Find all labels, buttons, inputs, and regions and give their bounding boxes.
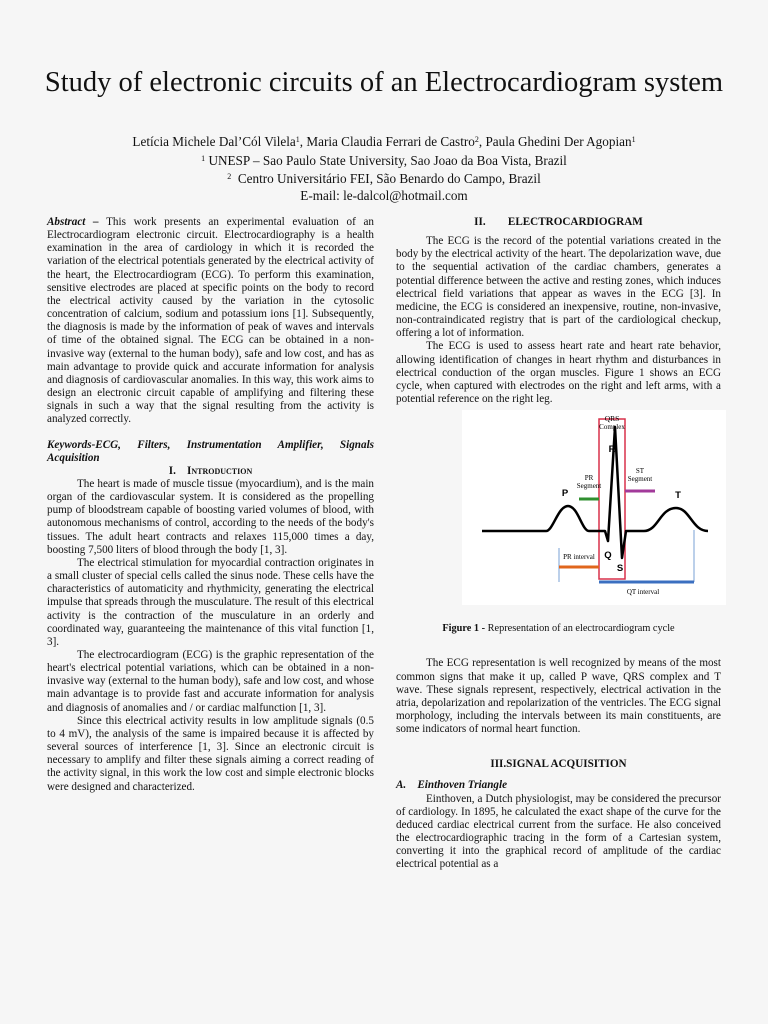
author-name: Letícia Michele Dal’Cól Vilela (132, 134, 296, 149)
body-paragraph: The electrocardiogram (ECG) is the graphic representation of the heart's electrical potential variations, which can be obtained in a non-invasive way (external to the human body), safe and low cost, and whose main advantage is to provide fast and accurate information for analysis and diagnosis of anomalies and / or cardiac malfunction [1, 3]. (47, 649, 374, 714)
abstract-paragraph (47, 216, 374, 427)
body-paragraph: The heart is made of muscle tissue (myocardium), and is the main organ of the cardiovascular system. It is considered as the propelling pump of bloodstream capable of boosting varied volumes of blood, with autonomous mechanisms of control, according to the needs of the body's tissues. The adult heart contracts and relaxes 115,000 times a day, boosting 7,500 liters of blood through the body [1, 3]. (47, 477, 374, 556)
paper-title: Study of electronic circuits of an Electrocardiogram system (44, 67, 724, 98)
s-wave-label: S (616, 563, 624, 575)
author-name: Maria Claudia Ferrari de Castro (306, 134, 475, 149)
author-affiliation-mark: 2 (474, 135, 479, 144)
body-paragraph: The ECG is used to assess heart rate and heart rate behavior, allowing identification of changes in heart rhythm and disturbances in electrical conduction of the organ muscles. Figure 1 shows an ECG cycle, when captured with electrodes on the right and left arms, with a potential reference on the right leg. (396, 340, 721, 406)
subsection-heading-einthoven: A. Einthoven Triangle (396, 779, 508, 792)
body-paragraph: The ECG representation is well recognized by means of the most common signs that make it up, called P wave, QRS complex and T wave. These signals represent, respectively, electrical activation in the atria, depolarization and repolarization of the ventricles. The ECG signal morphology, including the intervals between its main constituents, are some indicators of normal heart function. (396, 657, 721, 736)
pr-interval-label: PR interval (563, 553, 595, 562)
qrs-label: Complex (599, 423, 625, 432)
author-block (30, 132, 738, 204)
ecg-diagram (462, 410, 726, 605)
qt-interval-label: QT interval (626, 588, 660, 597)
body-paragraph: Since this electrical activity results in low amplitude signals (0.5 to 4 mV), the analysis of the same is impaired because it is affected by several sources of interference [1, 3]. Since an electronic circuit is necessary to amplify and filter these signals aiming a correct reading of the activity signal, in this work the low cost and simple electronic blocks were designed and characterized. (47, 714, 374, 793)
t-wave-label: T (675, 490, 681, 502)
author-name: Paula Ghedini Der Agopian (485, 134, 632, 149)
ecg-trace-line (482, 427, 708, 558)
keywords: Keywords-ECG, Filters, Instrumentation Amplifier, Signals Acquisition (47, 438, 374, 464)
body-paragraph: The electrical stimulation for myocardial contraction originates in a small cluster of special cells called the sinus node. These cells have the characteristics of automaticity and rhythmicity, generating the electrical impulse that spreads through the musculature. The result of this electrical activity is the contraction of the musculature in an orderly and coordinated way, guaranteeing the maintenance of this vital function [1, 3]. (47, 556, 374, 648)
st-segment-label: ST (635, 467, 645, 476)
author-affiliation-mark: 1 (631, 135, 636, 144)
affiliation-line: $^2$ Centro Universitário FEI, São Benardo do Campo, Brazil (227, 171, 541, 186)
st-segment-label: Segment (627, 475, 653, 484)
author-list: Letícia Michele Dal’Cól Vilela$^1$, Maria Claudia Ferrari de Castro$^2$, Paula Ghedini Der Agopian$^1$ (132, 134, 636, 149)
section-heading-introduction: I. Introduction (168, 464, 253, 477)
pr-segment-label: PR (584, 474, 594, 483)
ecg-figure (462, 410, 726, 605)
qrs-label: QRS (604, 414, 620, 424)
affiliation-line: $^1$ UNESP – Sao Paulo State University, Sao Joao da Boa Vista, Brazil (201, 152, 567, 168)
figure-caption: Figure 1 - Representation of an electrocardiogram cycle (442, 623, 675, 635)
section-heading-electrocardiogram: II. ELECTROCARDIOGRAM (474, 216, 643, 228)
pr-segment-label: Segment (576, 482, 602, 491)
body-paragraph: Einthoven, a Dutch physiologist, may be considered the precursor of cardiology. In 1895, he calculated the exact shape of the curve for the deduced cardiac electrical current from the surface. He also conceived the electrocardiographic tracing in the form of a Cartesian system, converting it into the graphical record of amplitude of the cardiac electrical potential as a (396, 792, 721, 871)
abstract-text: This work presents an experimental evaluation of an Electrocardiogram electronic circuit. Electrocardiography is a health examination in the area of cardiology in which it is recorded the variation of the electrical potentials generated by the electrical activity of the heart, the Electrocardiogram (ECG). To perform this examination, sensitive electrodes are placed at specific points on the body to record the electrical activity caused by the variation in the cytosolic concentration of calcium, sodium and potassium ions [1]. Subsequently, the diagnosis is made by the information of peak of waves and intervals of time of the obtained signal. The ECG can be obtained in a non-invasive way (external to the human body), safe and low cost, and has as main advantage to provide quick and accurate information for analysis and diagnosis of cardiovascular anomalies. In this way, this work aims to design an electronic circuit capable of amplifying and filtering these signals in such a way that the signal resulting from the activity is analyzed correctly. (47, 216, 374, 426)
left-column (47, 216, 374, 794)
author-affiliation-mark: 1 (295, 135, 300, 144)
body-paragraph: The ECG is the record of the potential variations created in the body by the electrical activity of the heart. The depolarization wave, due to the sequential activation of the cardiac chambers, generates a potential difference between the active and resting zones, which induces electrical field variations that appear as waves in the ECG [3]. In medicine, the ECG is considered an inexpensive, routine, non-invasive, non-contraindicated registry that is part of the cardiological checkup, offering a lot of information. (396, 235, 721, 340)
r-wave-label: R (608, 444, 616, 456)
abstract-label: Abstract – (47, 216, 99, 228)
p-wave-label: P (561, 488, 569, 500)
section-heading-signal-acquisition: III.SIGNAL ACQUISITION (490, 758, 627, 771)
author-email: E-mail: le-dalcol@hotmail.com (300, 187, 468, 203)
q-wave-label: Q (604, 550, 612, 562)
right-column (396, 216, 721, 872)
